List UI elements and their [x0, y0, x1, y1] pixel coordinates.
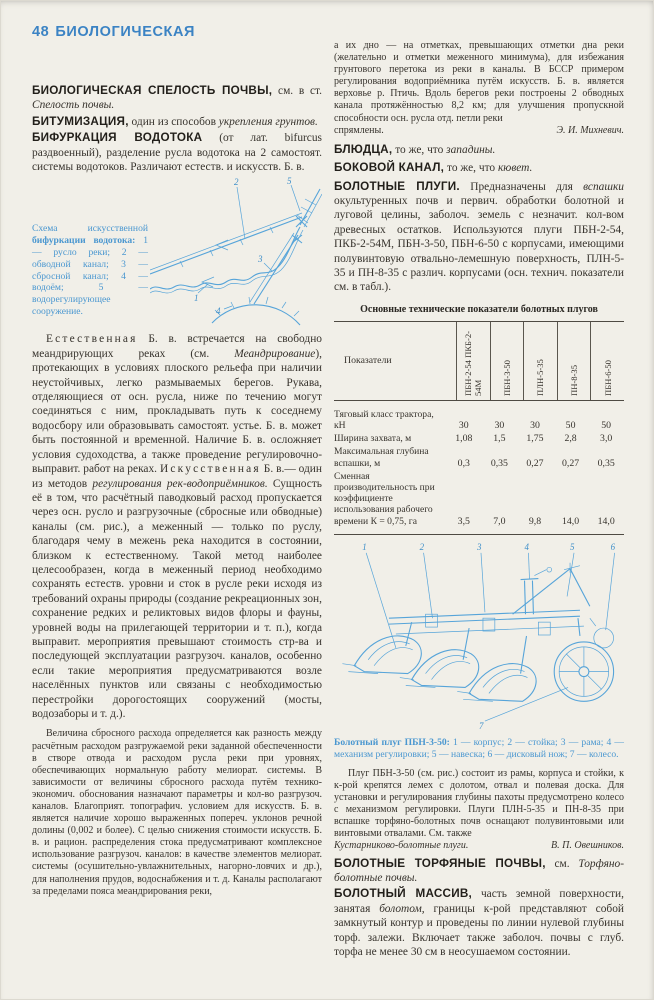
- depth-wheel: [554, 618, 613, 701]
- regulation-mechanism: [521, 567, 552, 614]
- cell-value: 3,0: [600, 433, 613, 445]
- column-header-pbn-3-50: [490, 322, 524, 400]
- entry-italic-word: вспашки: [583, 180, 625, 193]
- cell-value: 50: [565, 420, 576, 432]
- plow-diagram: [334, 539, 624, 731]
- right-column: [334, 40, 624, 959]
- author-signature: В. П. Овешников.: [551, 840, 624, 852]
- cell-value: 0,27: [526, 457, 544, 469]
- cell-value: 14,0: [597, 515, 615, 527]
- row-label: Ширина захвата, м: [334, 433, 412, 445]
- running-header: [32, 24, 201, 40]
- entry-term: БИФУРКАЦИЯ ВОДОТОКА: [32, 131, 203, 145]
- cell-value: 0,35: [597, 457, 615, 469]
- left-column: [32, 82, 322, 898]
- entry-biologicheskaya-spelost: [32, 84, 322, 113]
- cell-value: 30: [530, 420, 540, 432]
- label-2: 2: [234, 177, 239, 188]
- column-header-pln-5-35: [523, 322, 557, 400]
- entry-text: то же, что: [444, 162, 498, 175]
- entry-bolotny-massiv: [334, 887, 624, 959]
- regulating-structure-icon: [296, 189, 322, 227]
- entry-text: окультуренных почв и первич. обработки болотной и луговой целины, заболоч. земель с незначит. кол-вом древесных остатков. Используются плуги ПБН-2-54, ПКБ-2-54М, ПБН-3-50, ПБН-6-50 с корпусами, имеющими полувинтовую отвально-лемешную поверхность, ПЛН-5-35 и ПН-8-35 с различ. корпусами (осн. технич. показатели см. в табл.).: [334, 194, 624, 294]
- table-title: Основные технические показатели болотных плугов: [360, 303, 598, 315]
- entry-cross-reference: укрепления грунтов.: [218, 115, 318, 128]
- plow-body-3: [457, 636, 536, 701]
- cell-value: 14,0: [562, 515, 580, 527]
- cell-value: 9,8: [528, 515, 542, 527]
- spill-canal-line: [250, 233, 302, 304]
- signature-line: [334, 840, 624, 852]
- author-signature: Э. И. Михневич.: [556, 124, 624, 136]
- label-3: 3: [258, 254, 263, 265]
- emphasized-word: Искусственная: [159, 463, 261, 476]
- label-4: 4: [216, 306, 221, 317]
- body-text: Б. в.— один из методов: [32, 463, 322, 490]
- entry-term: БОЛОТНЫЙ МАССИВ,: [334, 887, 473, 901]
- table-header-row: [334, 321, 624, 401]
- figure-number-labels: [194, 177, 300, 316]
- column-header-pn-8-35: [557, 322, 591, 400]
- caption-subject: бифуркации водотока:: [32, 235, 136, 247]
- table-row: [334, 409, 624, 431]
- row-label: Максимальная глубина вспашки, м: [334, 446, 429, 469]
- entry-term: БОЛОТНЫЕ ТОРФЯНЫЕ ПОЧВЫ,: [334, 856, 546, 870]
- entry-text: см. в ст.: [272, 85, 322, 97]
- cell-value: 1,75: [526, 433, 544, 445]
- entry-bolotnye-torfyanye-pochvy: [334, 857, 624, 886]
- caption-lead: Схема искусственной: [32, 223, 148, 235]
- cell-value: 0,3: [457, 457, 470, 469]
- model-name: ПБН-2-54 ПКБ-2-54М: [463, 330, 484, 396]
- cell-value: 1,5: [493, 433, 506, 445]
- cell-value: 30: [458, 420, 469, 432]
- cell-value: 30: [494, 420, 505, 432]
- figure-number-labels: [362, 542, 615, 731]
- running-title: БИОЛОГИЧЕСКАЯ: [55, 24, 196, 40]
- body-text: Сущность её в том, что расчётный паводковый расход пропускается через осн. русло и разгрузочные (сбросные или обводные) каналы (см. рис.), а меженный — только по руслу, благодаря чему в межень река находится в состоянии, близком к естественному. Такой метод наиболее целесообразен, когда в меженный период необходимо сохранять естеств. уровни и сток в русле реки исходя из требований охраны природы (создание рекреационных зон, сохранение редких и реликтовых видов флоры и фауны, уровней воды на прилегающей территории и т. п.), когда выправит. мероприятия превышают стоимость стр-ва и последующей эксплуатации разгрузоч. каналов, особенно если такие мероприятия предусматриваются возле населённых пунктов или связаны с необходимостью перестройки дорогостоящих сооружений (мосты, водозаборы и т. д.).: [32, 477, 322, 720]
- small-print-plow-description: Плуг ПБН-3-50 (см. рис.) состоит из рамы, корпуса и стойки, к к-рой крепятся лемех с долотом, отвал и полевая доска. Для установки и регулирования глубины пахоты предусмотрено колесо с механизмом регулировки. Плуги ПЛН-5-35 и ПН-8-35 при вспашке торфяно-болотных почв оснащают полувинтовыми или винтовыми отвалами. См. также: [334, 767, 624, 840]
- caption-subject: Болотный плуг ПБН-3-50:: [334, 736, 450, 748]
- label-5: 5: [570, 541, 575, 552]
- label-1: 1: [362, 541, 367, 552]
- table-body: [334, 401, 624, 534]
- entry-cross-reference: кювет.: [497, 162, 533, 175]
- table-corner-header: Показатели: [344, 355, 392, 367]
- cross-reference: Меандрирование: [234, 347, 316, 360]
- plow-body-2: [400, 628, 479, 687]
- cell-value: 0,35: [490, 457, 508, 469]
- figure-bog-plow: [334, 539, 624, 761]
- entry-term: БОЛОТНЫЕ ПЛУГИ.: [334, 179, 460, 193]
- signature-line: [334, 125, 624, 137]
- label-4: 4: [524, 541, 529, 552]
- label-3: 3: [477, 541, 482, 552]
- model-name: ПЛН-5-35: [535, 358, 546, 396]
- entry-text: (от лат. bifurcus раздвоенный), разделение русла водотока на 2 самостоят. системы водотоков. Различают естеств. и искусств. Б. в.: [32, 132, 322, 174]
- plow-frame: [389, 610, 584, 635]
- entry-blyudtsa: [334, 143, 624, 157]
- label-5: 5: [287, 177, 292, 187]
- emphasized-word: Естественная: [46, 333, 138, 346]
- entry-cross-reference: западины.: [446, 143, 496, 156]
- cross-reference: Кустарниково-болотные плуги.: [334, 840, 469, 852]
- entry-text: то же, что: [392, 143, 447, 156]
- entry-bolotnye-plugi: [334, 180, 624, 295]
- model-name: ПБН-3-50: [501, 359, 512, 396]
- cell-value: 3,5: [457, 515, 470, 527]
- entry-text: Предназначены для: [459, 180, 584, 193]
- small-print-paragraph: Величина сбросного расхода определяется как разность между расчётным расходом разгружаемой реки заданной обеспеченности в створе отвода и расходом русла реки при уровнях, обеспечивающих нормальную работу мелиорат. системы. В зависимости от величины сбросного расхода путём технико-экономич. обоснования назначают параметры и кол-во разгрузоч. каналов. Благоприят. топографич. условием для искусств. Б. в. является наличие хорошо выраженных попереч. уклонов речной долины (0,002 и более). С целью снижения стоимости искусств. Б. в. и рацион. распределения стока предусматривают комплексное использование разгрузоч. каналов: в качестве элементов мелиорат. системы (осушительно-увлажнительных, нагорно-ловчих и др.), для наполнения прудов, водоснабжения и т. д. Каналы располагают за пределами пояса меандрирования реки,: [32, 728, 322, 897]
- entry-text: границы к-рой представляют собой замкнутый контур и проведены по линии нулевой глубины торф. залежи. Включает также заболоч. почвы с глуб. торфа не менее 30 см в неосушаемом состоянии.: [334, 902, 624, 958]
- entry-text: часть земной поверхности, занятая: [334, 888, 624, 915]
- model-name: ПБН-6-50: [602, 359, 613, 396]
- entry-italic-word: болотом,: [379, 902, 425, 915]
- paragraph-natural-bifurcation: [32, 332, 322, 721]
- river-line: [150, 227, 303, 293]
- column-header-pbn-6-50: [590, 322, 624, 400]
- cell-value: 2,8: [564, 433, 577, 445]
- entry-term: БИОЛОГИЧЕСКАЯ СПЕЛОСТЬ ПОЧВЫ,: [32, 84, 273, 97]
- label-7: 7: [479, 720, 484, 731]
- paragraph-last-word: спрямлены.: [334, 124, 384, 136]
- label-6: 6: [610, 541, 616, 552]
- entry-text: см.: [545, 857, 579, 870]
- cell-value: 50: [601, 420, 612, 432]
- model-name: ПН-8-35: [569, 364, 580, 396]
- small-print-continuation: а их дно — на отметках, превышающих отметки дна реки (желательно и отметки меженного минимума), для избежания грунтового перетока из реки в каналы. В БССР примером регулирования водоприёмника путём искусств. Б. в. является верховье р. Птичь. Вдоль берегов реки построены 2 обводных канала протяжённостью 8,2 км; для улучшения пропускной способности осн. русла отд. петли реки: [334, 40, 624, 124]
- figure-caption: [32, 223, 148, 317]
- table-row: [334, 433, 624, 444]
- label-1: 1: [194, 293, 199, 304]
- entry-term: БОКОВОЙ КАНАЛ,: [334, 161, 445, 175]
- entry-bokovoy-kanal: [334, 161, 624, 175]
- row-label: Тяговый класс трактора, кН: [334, 408, 434, 432]
- body-text: ), протекающих в условиях плоского рельефа при наличии неустойчивых, легко размываемых берегов. Рукава, отделяющиеся от осн. русла, ниже по течению могут соединяться с ним, прокладывать путь к соседнему водосбору или образовывать самостоят. устье. Б. в. может быть постоянной и временной. Наличие Б. в. осложняет условия судоходства, а также проведение регулировочно-выправит. работ на реках.: [32, 347, 322, 476]
- entry-term: БЛЮДЦА,: [334, 142, 393, 156]
- body-text: Б. в. встречается на свободно меандрирующих реках (см.: [32, 333, 322, 360]
- figure-caption: [334, 737, 624, 761]
- cell-value: 0,27: [562, 457, 580, 469]
- page-number: 48: [32, 24, 50, 40]
- plow-specs-table: [334, 321, 624, 535]
- cell-value: 1,08: [455, 433, 473, 445]
- table-row: [334, 446, 624, 468]
- entry-text: один из способов: [128, 115, 219, 128]
- cross-reference: регулирования рек-водоприёмников.: [92, 477, 268, 490]
- column-header-pbn-2-54: [456, 322, 490, 400]
- cell-value: 7,0: [493, 515, 506, 527]
- plow-body-1: [342, 622, 421, 673]
- entry-bitumizatsiya: [32, 115, 322, 129]
- entry-bifurkatsiya-vodotoka: [32, 131, 322, 174]
- entry-cross-reference: Спелость почвы.: [32, 99, 115, 112]
- table-row: [334, 471, 624, 527]
- entry-cross-reference: Торфяно-болотные почвы.: [334, 857, 624, 884]
- figure-bifurcation-scheme: [32, 177, 322, 327]
- caption-legend: 1 — русло реки; 2 — обводной канал; 3 — сбросной канал; 4 — водоём; 5 — водорегулирующее сооружение.: [32, 235, 148, 318]
- label-2: 2: [419, 541, 425, 552]
- caption-legend: 1 — корпус; 2 — стойка; 3 — рама; 4 — механизм регулировки; 5 — навеска; 6 — дисковый нож; 7 — колесо.: [334, 736, 625, 760]
- row-label: Сменная производительность при коэффициенте использования рабочего времени К = 0,75, га: [334, 470, 435, 527]
- entry-term: БИТУМИЗАЦИЯ,: [32, 114, 129, 128]
- bifurcation-diagram: [150, 177, 322, 327]
